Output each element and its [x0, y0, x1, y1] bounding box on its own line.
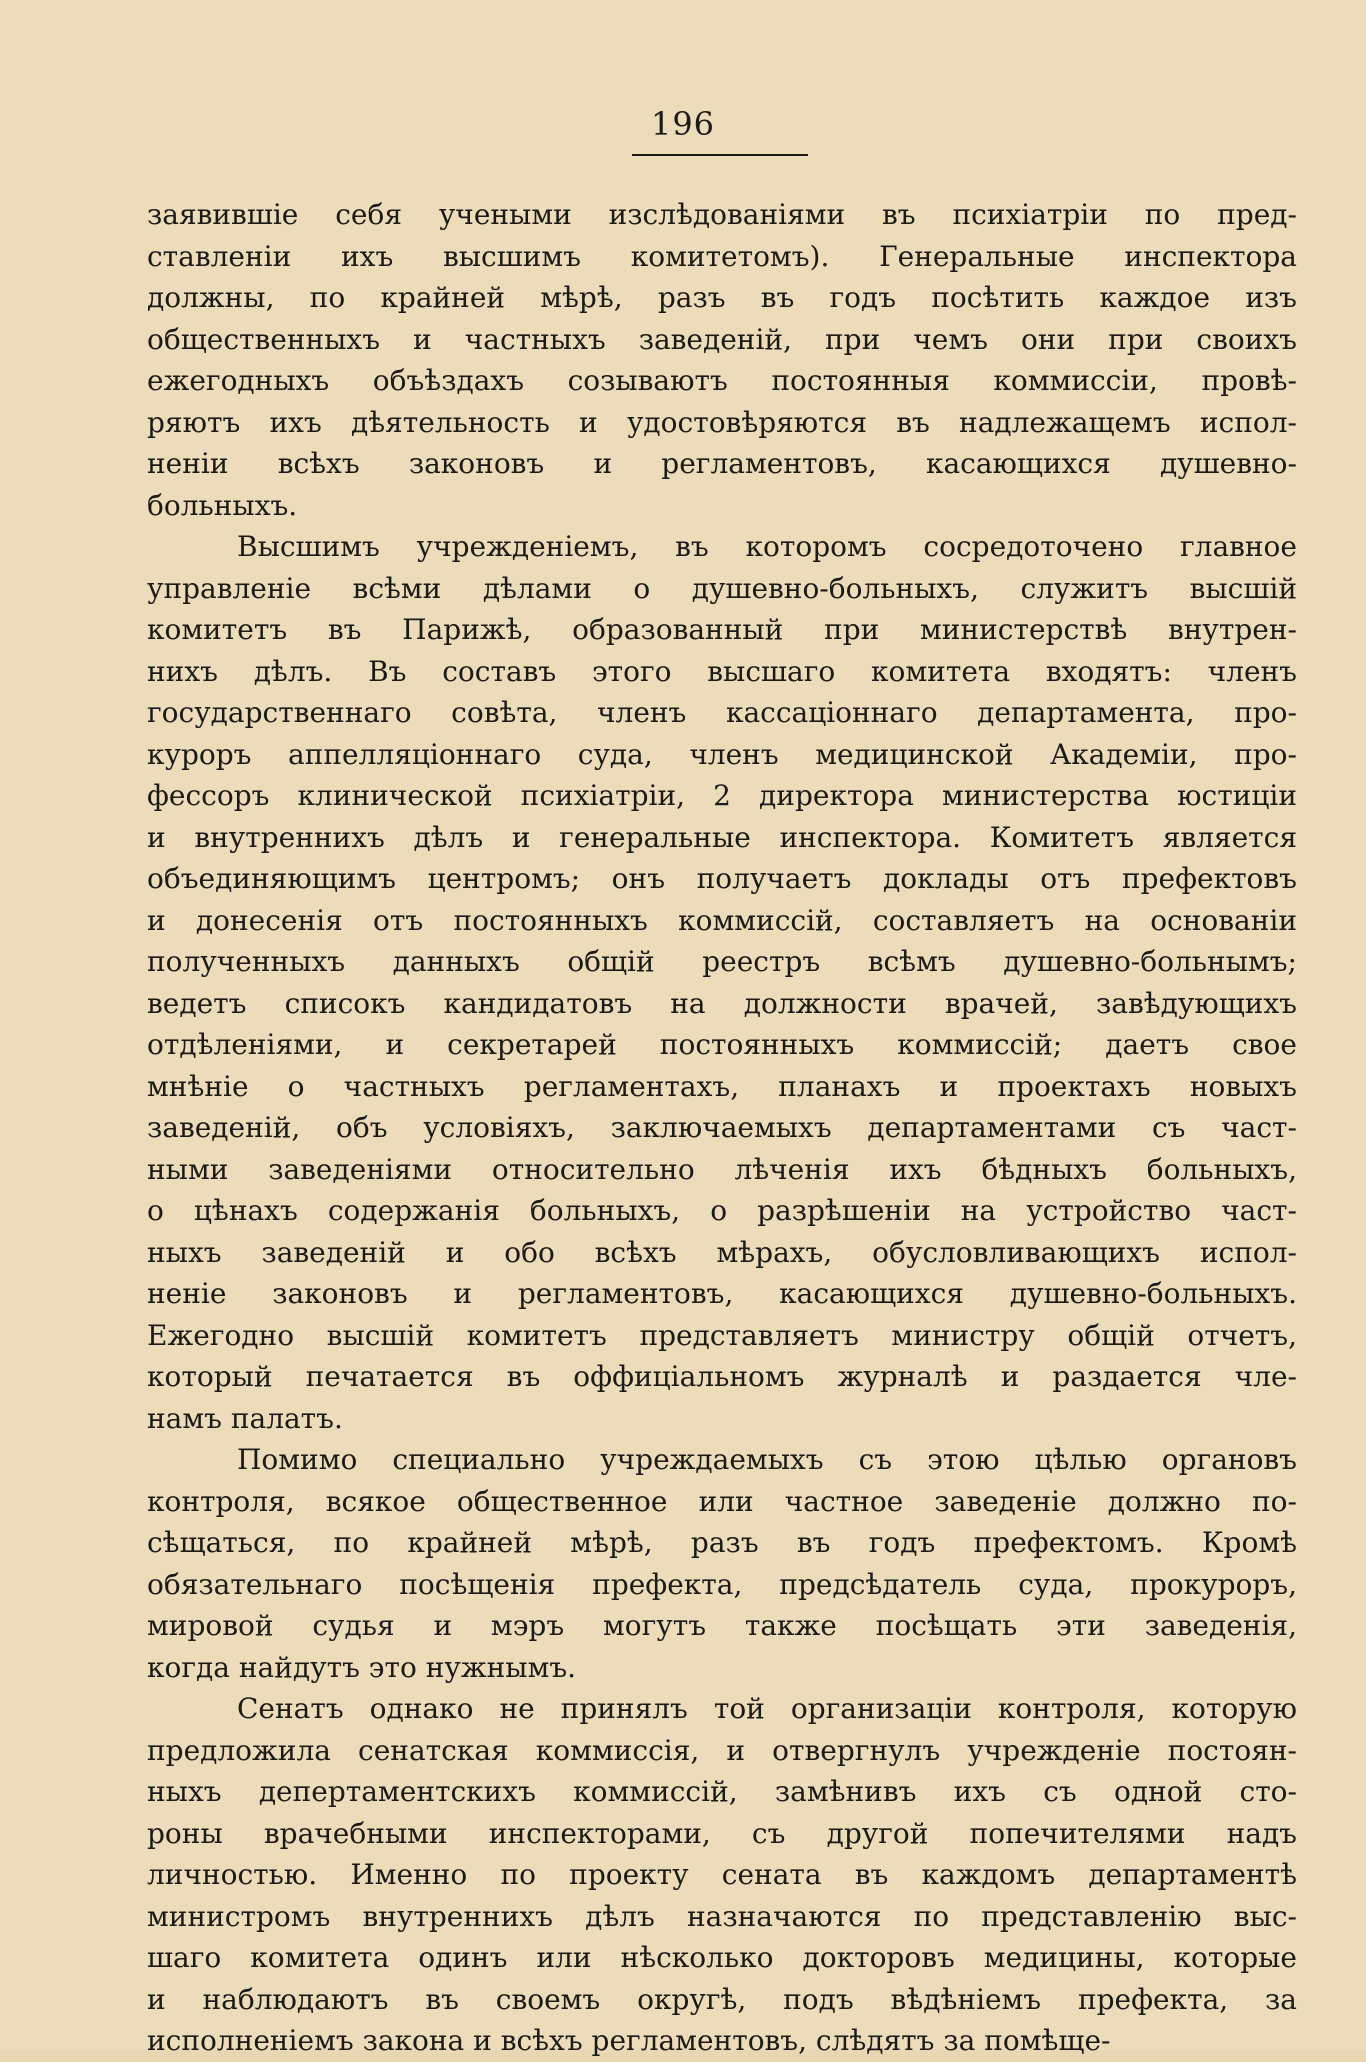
- text-line: общественныхъ и частныхъ заведеній, при чемъ они при своихъ: [147, 322, 1297, 356]
- text-line: заявившіе себя учеными изслѣдованіями въ психіатріи по пред-: [147, 198, 1297, 231]
- text-line: обязательнаго посѣщенія префекта, предсѣдатель суда, прокуроръ,: [147, 1567, 1297, 1601]
- text-line: контроля, всякое общественное или частное заведеніе должно по-: [147, 1484, 1297, 1518]
- text-line: государственнаго совѣта, членъ кассаціоннаго департамента, про-: [147, 696, 1297, 729]
- text-line: мнѣніе о частныхъ регламентахъ, планахъ и проектахъ новыхъ: [147, 1069, 1297, 1103]
- text-line: отдѣленіями, и секретарей постоянныхъ коммиссій; даетъ свое: [147, 1028, 1297, 1061]
- text-line: ежегодныхъ объѣздахъ созываютъ постоянныя коммиссіи, провѣ-: [147, 364, 1297, 397]
- paragraph: [147, 526, 1297, 1439]
- text-line: шаго комитета одинъ или нѣсколько докторовъ медицины, которые: [147, 1941, 1297, 1974]
- text-line: управленіе всѣми дѣлами о душевно-больныхъ, служитъ высшій: [147, 571, 1297, 605]
- page-number-rule: [632, 154, 808, 156]
- text-line: министромъ внутреннихъ дѣлъ назначаются по представленію выс-: [147, 1899, 1297, 1933]
- text-line: и донесенія отъ постоянныхъ коммиссій, составляетъ на основаніи: [147, 903, 1297, 937]
- text-line: фессоръ клинической психіатріи, 2 директора министерства юстиціи: [147, 779, 1297, 812]
- text-line: когда найдутъ это нужнымъ.: [147, 1650, 577, 1684]
- text-line: исполненіемъ закона и всѣхъ регламентовъ, слѣдятъ за помѣще-: [147, 2024, 1111, 2057]
- text-line: предложила сенатская коммиссія, и отвергнулъ учрежденіе постоян-: [147, 1733, 1297, 1767]
- text-line: и наблюдаютъ въ своемъ округѣ, подъ вѣдѣніемъ префекта, за: [147, 1982, 1297, 2016]
- paragraph: [147, 194, 1297, 526]
- text-line: нихъ дѣлъ. Въ составъ этого высшаго комитета входятъ: членъ: [147, 654, 1297, 688]
- text-line: намъ палатъ.: [147, 1401, 343, 1435]
- paragraph: [147, 1688, 1297, 2062]
- text-line: ныхъ депертаментскихъ коммиссій, замѣнивъ ихъ съ одной сто-: [147, 1775, 1297, 1808]
- paragraph: [147, 1439, 1297, 1688]
- text-line: ными заведеніями относительно лѣченія ихъ бѣдныхъ больныхъ,: [147, 1152, 1297, 1186]
- text-line: должны, по крайней мѣрѣ, разъ въ годъ посѣтить каждое изъ: [147, 281, 1297, 314]
- text-line: Помимо специально учреждаемыхъ съ этою цѣлью органовъ: [237, 1443, 1297, 1476]
- text-line: куроръ аппелляціоннаго суда, членъ медицинской Академіи, про-: [147, 737, 1297, 771]
- text-line: больныхъ.: [147, 488, 298, 522]
- text-line: сѣщаться, по крайней мѣрѣ, разъ въ годъ префектомъ. Кромѣ: [147, 1526, 1297, 1559]
- text-line: который печатается въ оффиціальномъ журналѣ и раздается чле-: [147, 1360, 1297, 1393]
- text-line: полученныхъ данныхъ общій реестръ всѣмъ душевно-больнымъ;: [147, 945, 1297, 978]
- text-line: ставленіи ихъ высшимъ комитетомъ). Генеральные инспектора: [147, 239, 1297, 273]
- text-line: неніи всѣхъ законовъ и регламентовъ, касающихся душевно-: [147, 447, 1297, 480]
- text-line: и внутреннихъ дѣлъ и генеральные инспектора. Комитетъ является: [147, 820, 1297, 854]
- text-line: объединяющимъ центромъ; онъ получаетъ доклады отъ префектовъ: [147, 862, 1297, 895]
- text-line: Ежегодно высшій комитетъ представляетъ министру общій отчетъ,: [147, 1318, 1297, 1352]
- text-line: мировой судья и мэръ могутъ также посѣщать эти заведенія,: [147, 1609, 1297, 1642]
- text-line: ряютъ ихъ дѣятельность и удостовѣряются въ надлежащемъ испол-: [147, 405, 1297, 439]
- text-line: ныхъ заведеній и обо всѣхъ мѣрахъ, обусловливающихъ испол-: [147, 1235, 1297, 1269]
- text-line: заведеній, объ условіяхъ, заключаемыхъ департаментами съ част-: [147, 1111, 1297, 1144]
- text-line: Высшимъ учрежденіемъ, въ которомъ сосредоточено главное: [237, 530, 1297, 563]
- text-line: комитетъ въ Парижѣ, образованный при министерствѣ внутрен-: [147, 613, 1297, 646]
- text-line: личностью. Именно по проекту сената въ каждомъ департаментѣ: [147, 1858, 1297, 1891]
- text-line: ведетъ списокъ кандидатовъ на должности врачей, завѣдующихъ: [147, 986, 1297, 1020]
- text-line: роны врачебными инспекторами, съ другой попечителями надъ: [147, 1816, 1297, 1850]
- page-number: 196: [650, 105, 716, 143]
- text-line: о цѣнахъ содержанія больныхъ, о разрѣшеніи на устройство част-: [147, 1194, 1297, 1227]
- body-text: [147, 194, 1297, 2062]
- text-line: Сенатъ однако не принялъ той организаціи контроля, которую: [237, 1692, 1297, 1725]
- text-line: неніе законовъ и регламентовъ, касающихся душевно-больныхъ.: [147, 1277, 1297, 1310]
